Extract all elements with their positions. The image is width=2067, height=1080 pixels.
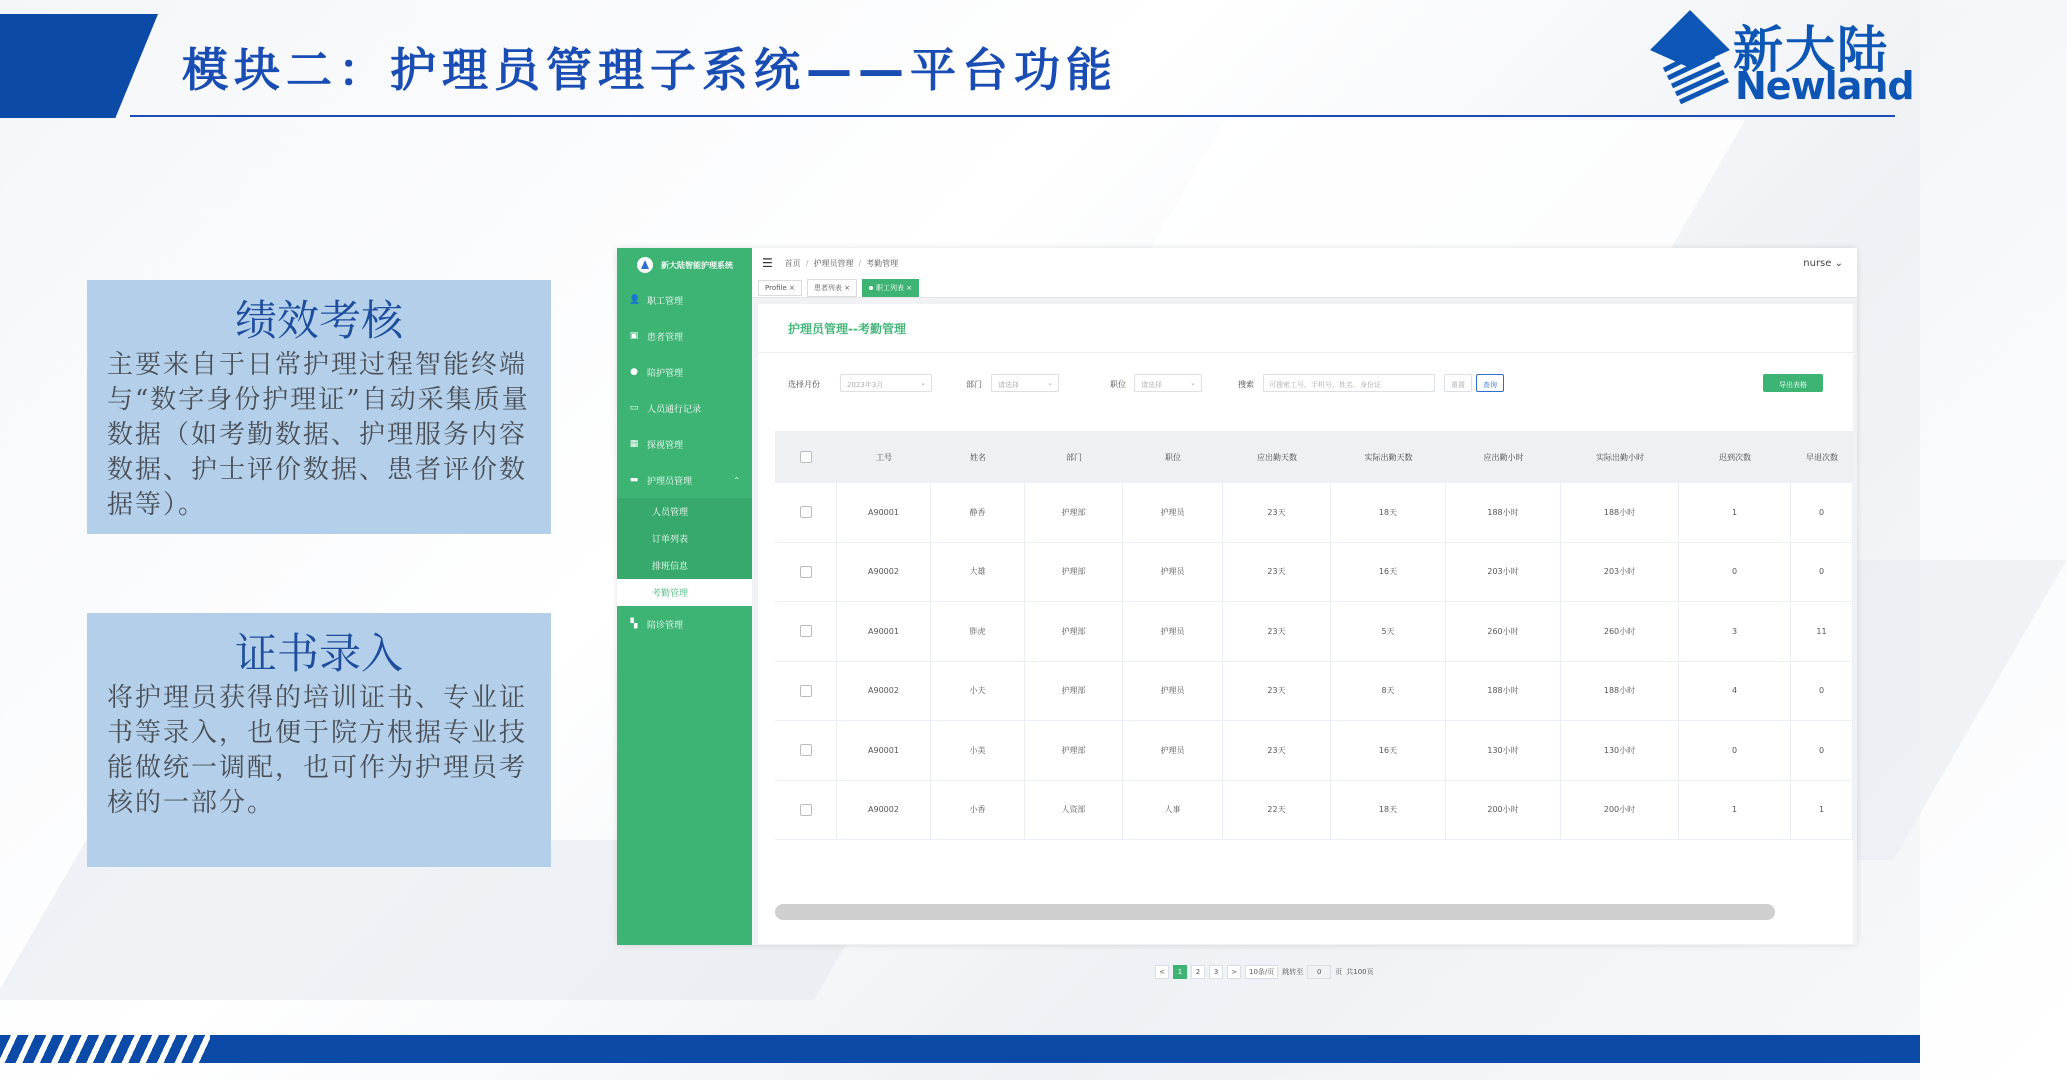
table-cell: 203小时 bbox=[1561, 543, 1679, 602]
tag-label: 患者列表 bbox=[813, 283, 842, 292]
header-checkbox-cell bbox=[775, 431, 837, 483]
card-body: 将护理员获得的培训证书、专业证书等录入，也便于院方根据专业技能做统一调配，也可作为护理员考核的一部分。 bbox=[107, 683, 528, 819]
table-cell: 200小时 bbox=[1446, 781, 1561, 840]
chevron-down-icon: ⌄ bbox=[920, 379, 926, 387]
header-cell: 应出勤小时 bbox=[1483, 452, 1524, 462]
export-button[interactable]: 导出表格 bbox=[1763, 374, 1823, 392]
horizontal-scrollbar[interactable] bbox=[775, 904, 1775, 920]
tag-label: Profile bbox=[765, 283, 787, 292]
table-cell: 16天 bbox=[1331, 543, 1446, 602]
sidebar-item-label: 职工管理 bbox=[647, 296, 684, 307]
table-cell: A90001 bbox=[837, 483, 931, 542]
row-checkbox-cell bbox=[775, 781, 837, 840]
chevron-up-icon[interactable]: ⌃ bbox=[733, 475, 740, 485]
table-cell: 0 bbox=[1791, 721, 1853, 780]
logo-chinese-text: 新大陆 bbox=[1733, 21, 1889, 79]
next-page-button[interactable]: > bbox=[1227, 965, 1241, 979]
table-cell: 人资部 bbox=[1025, 781, 1123, 840]
header-cell: 姓名 bbox=[970, 452, 986, 462]
table-cell: 11 bbox=[1791, 602, 1853, 661]
table-cell: 胖虎 bbox=[931, 602, 1025, 661]
header-cell: 早退次数 bbox=[1806, 452, 1838, 462]
card-title: 证书录入 bbox=[234, 629, 403, 678]
person-icon: ● bbox=[630, 367, 638, 377]
month-label: 选择月份 bbox=[788, 380, 820, 389]
newland-logo bbox=[1650, 8, 1914, 108]
table-cell: 静香 bbox=[931, 483, 1025, 542]
logo-english-text: Newland bbox=[1735, 64, 1914, 108]
table-cell: 1 bbox=[1679, 781, 1791, 840]
table-cell: 小夫 bbox=[931, 662, 1025, 721]
user-menu[interactable] bbox=[1803, 258, 1843, 269]
user-name: nurse bbox=[1803, 257, 1832, 269]
sidebar-item-escort[interactable] bbox=[617, 354, 752, 390]
divider bbox=[758, 352, 1853, 353]
sidebar-sub-orders[interactable]: 订单列表 bbox=[652, 535, 689, 545]
tag-label: 职工列表 bbox=[875, 283, 904, 292]
goto-page-input[interactable]: 0 bbox=[1307, 965, 1331, 979]
sidebar-item-access-records[interactable] bbox=[617, 390, 752, 426]
search-input[interactable]: 可搜索工号、手机号、姓名、身份证 bbox=[1263, 374, 1435, 392]
sidebar-item-patients[interactable] bbox=[617, 318, 752, 354]
row-checkbox[interactable] bbox=[800, 566, 812, 578]
certificate-card bbox=[87, 613, 551, 867]
sidebar-item-label: 人员通行记录 bbox=[647, 404, 702, 415]
table-row bbox=[775, 483, 1853, 543]
bed-icon: ▬ bbox=[629, 475, 639, 485]
folder-icon: ▭ bbox=[629, 403, 639, 413]
table-cell: 200小时 bbox=[1561, 781, 1679, 840]
row-checkbox[interactable] bbox=[800, 744, 812, 756]
breadcrumb-caregivers[interactable]: 护理员管理 bbox=[813, 258, 854, 268]
attendance-table bbox=[775, 431, 1853, 840]
table-cell: A90002 bbox=[837, 662, 931, 721]
table-cell: 护理员 bbox=[1123, 543, 1223, 602]
close-icon[interactable]: × bbox=[789, 283, 795, 292]
page-unit-label: 页 bbox=[1335, 968, 1343, 976]
header-cell: 工号 bbox=[876, 452, 892, 462]
table-cell: 1 bbox=[1679, 483, 1791, 542]
sidebar-submenu bbox=[617, 498, 752, 606]
table-cell: 小美 bbox=[931, 721, 1025, 780]
sidebar-item-label: 护理员管理 bbox=[647, 476, 693, 487]
bottom-stripes bbox=[0, 1035, 210, 1063]
table-body bbox=[775, 483, 1853, 840]
table-cell: A90002 bbox=[837, 543, 931, 602]
position-select[interactable] bbox=[1134, 374, 1202, 392]
table-cell: 23天 bbox=[1223, 602, 1331, 661]
tags-bar bbox=[752, 278, 1857, 298]
tag-profile[interactable] bbox=[758, 280, 802, 296]
sidebar-item-label: 患者管理 bbox=[647, 332, 684, 343]
table-row bbox=[775, 602, 1853, 662]
slide-title: 模块二：护理员管理子系统——平台功能 bbox=[182, 43, 1118, 97]
table-cell: 188小时 bbox=[1446, 662, 1561, 721]
table-cell: 0 bbox=[1679, 543, 1791, 602]
month-value: 2023年3月 bbox=[847, 381, 884, 389]
table-cell: 260小时 bbox=[1561, 602, 1679, 661]
sidebar-item-accompany[interactable] bbox=[617, 606, 752, 642]
close-icon[interactable]: × bbox=[906, 283, 913, 292]
table-row bbox=[775, 543, 1853, 603]
header-cell: 部门 bbox=[1066, 452, 1082, 462]
card-body: 主要来自于日常护理过程智能终端与“数字身份护理证”自动采集质量数据（如考勤数据、护理服务内容数据、护士评价数据、患者评价数据等）。 bbox=[107, 350, 530, 521]
query-button[interactable]: 查询 bbox=[1476, 374, 1504, 392]
table-cell: 5天 bbox=[1331, 602, 1446, 661]
page-title: 护理员管理--考勤管理 bbox=[788, 322, 906, 336]
breadcrumb-attendance: 考勤管理 bbox=[866, 258, 899, 268]
tag-staff-list[interactable] bbox=[862, 279, 919, 297]
tag-patient-list[interactable] bbox=[807, 279, 857, 297]
app-window bbox=[617, 248, 1857, 976]
title-divider bbox=[130, 115, 1895, 117]
active-dot-icon bbox=[869, 286, 873, 290]
dept-select[interactable] bbox=[991, 374, 1059, 392]
header-cell: 实际出勤小时 bbox=[1596, 452, 1644, 462]
table-cell: 188小时 bbox=[1446, 483, 1561, 542]
sidebar-item-staff[interactable] bbox=[617, 282, 752, 318]
card-title: 绩效考核 bbox=[234, 296, 403, 345]
table-cell: 人事 bbox=[1123, 781, 1223, 840]
page-size-select[interactable]: 10条/页 bbox=[1245, 965, 1278, 979]
breadcrumb-separator: / bbox=[805, 258, 809, 268]
row-checkbox[interactable] bbox=[800, 804, 812, 816]
pagination bbox=[1155, 964, 1374, 980]
table-cell: 0 bbox=[1791, 662, 1853, 721]
menu-toggle-icon[interactable]: ☰ bbox=[762, 256, 773, 270]
sidebar-sub-schedule[interactable]: 排班信息 bbox=[652, 562, 689, 572]
id-card-icon: ▣ bbox=[629, 331, 639, 341]
table-cell: A90001 bbox=[837, 602, 931, 661]
table-cell: 23天 bbox=[1223, 721, 1331, 780]
position-label: 职位 bbox=[1110, 380, 1126, 389]
sidebar-item-caregivers[interactable] bbox=[617, 462, 752, 498]
table-cell: 23天 bbox=[1223, 543, 1331, 602]
calendar-icon: ▦ bbox=[629, 439, 639, 449]
table-cell: A90001 bbox=[837, 721, 931, 780]
sidebar-item-label: 探视管理 bbox=[647, 440, 684, 451]
chevron-down-icon: ⌄ bbox=[1190, 379, 1196, 387]
table-cell: 护理部 bbox=[1025, 483, 1123, 542]
sidebar-sub-personnel[interactable]: 人员管理 bbox=[652, 508, 689, 518]
table-cell: 130小时 bbox=[1446, 721, 1561, 780]
page-button-3[interactable]: 3 bbox=[1209, 965, 1223, 979]
table-cell: 260小时 bbox=[1446, 602, 1561, 661]
header-cell: 迟到次数 bbox=[1719, 452, 1751, 462]
table-cell: 护理部 bbox=[1025, 721, 1123, 780]
row-checkbox-cell bbox=[775, 602, 837, 661]
row-checkbox[interactable] bbox=[800, 685, 812, 697]
table-cell: 4 bbox=[1679, 662, 1791, 721]
table-cell: 203小时 bbox=[1446, 543, 1561, 602]
table-cell: 8天 bbox=[1331, 662, 1446, 721]
sidebar-sub-attendance[interactable]: 考勤管理 bbox=[617, 579, 752, 606]
goto-label: 跳转至 bbox=[1282, 968, 1304, 976]
dept-placeholder: 请选择 bbox=[998, 381, 1019, 389]
system-logo-icon bbox=[637, 257, 653, 273]
content-panel bbox=[758, 304, 1853, 976]
sidebar-item-label: 陪护管理 bbox=[647, 368, 684, 379]
breadcrumb-separator: / bbox=[858, 258, 862, 268]
row-checkbox[interactable] bbox=[800, 506, 812, 518]
table-cell: 18天 bbox=[1331, 781, 1446, 840]
row-checkbox-cell bbox=[775, 483, 837, 542]
table-cell: 护理部 bbox=[1025, 662, 1123, 721]
system-name: 新大陆智能护理系统 bbox=[661, 260, 733, 270]
search-label: 搜索 bbox=[1238, 380, 1254, 389]
select-all-checkbox[interactable] bbox=[800, 451, 812, 463]
total-pages: 共100页 bbox=[1346, 968, 1374, 976]
topbar bbox=[752, 248, 1857, 278]
table-cell: 23天 bbox=[1223, 483, 1331, 542]
table-cell: 0 bbox=[1791, 483, 1853, 542]
page-button-2[interactable]: 2 bbox=[1191, 965, 1205, 979]
table-cell: 护理员 bbox=[1123, 483, 1223, 542]
table-row bbox=[775, 662, 1853, 722]
header-cell: 实际出勤天数 bbox=[1364, 452, 1413, 462]
table-cell: 护理员 bbox=[1123, 662, 1223, 721]
table-cell: A90002 bbox=[837, 781, 931, 840]
page-button-1[interactable]: 1 bbox=[1173, 965, 1187, 979]
month-select[interactable] bbox=[840, 374, 932, 392]
table-cell: 188小时 bbox=[1561, 662, 1679, 721]
title-accent-block bbox=[0, 14, 158, 118]
table-cell: 护理员 bbox=[1123, 602, 1223, 661]
table-cell: 大雄 bbox=[931, 543, 1025, 602]
sidebar-header[interactable] bbox=[617, 248, 752, 282]
row-checkbox[interactable] bbox=[800, 625, 812, 637]
table-cell: 0 bbox=[1791, 543, 1853, 602]
table-row bbox=[775, 781, 1853, 841]
sidebar bbox=[617, 248, 752, 945]
newland-logo-icon bbox=[1650, 10, 1740, 110]
table-cell: 188小时 bbox=[1561, 483, 1679, 542]
reset-button[interactable]: 重置 bbox=[1444, 374, 1472, 392]
chevron-down-icon: ⌄ bbox=[1834, 257, 1843, 269]
close-icon[interactable]: × bbox=[844, 283, 850, 292]
sidebar-item-label: 陪诊管理 bbox=[647, 620, 684, 631]
group-icon: ▚ bbox=[630, 619, 638, 629]
table-cell: 小香 bbox=[931, 781, 1025, 840]
table-row bbox=[775, 721, 1853, 781]
bottom-bar bbox=[0, 1035, 1920, 1063]
table-cell: 130小时 bbox=[1561, 721, 1679, 780]
main-area bbox=[752, 248, 1857, 976]
performance-card bbox=[87, 280, 551, 534]
table-header bbox=[775, 431, 1853, 483]
table-cell: 16天 bbox=[1331, 721, 1446, 780]
chevron-down-icon: ⌄ bbox=[1047, 379, 1053, 387]
row-checkbox-cell bbox=[775, 662, 837, 721]
breadcrumb-home[interactable]: 首页 bbox=[784, 258, 801, 268]
dept-label: 部门 bbox=[966, 380, 982, 389]
user-icon: 👤 bbox=[629, 295, 641, 305]
table-cell: 1 bbox=[1791, 781, 1853, 840]
filter-bar bbox=[788, 374, 1848, 394]
table-cell: 3 bbox=[1679, 602, 1791, 661]
table-cell: 18天 bbox=[1331, 483, 1446, 542]
row-checkbox-cell bbox=[775, 721, 837, 780]
sidebar-item-visits[interactable] bbox=[617, 426, 752, 462]
prev-page-button[interactable]: < bbox=[1155, 965, 1169, 979]
header-cell: 应出勤天数 bbox=[1257, 452, 1297, 462]
header-cell: 职位 bbox=[1165, 452, 1181, 462]
table-cell: 护理部 bbox=[1025, 602, 1123, 661]
position-placeholder: 请选择 bbox=[1141, 381, 1162, 389]
table-cell: 护理员 bbox=[1123, 721, 1223, 780]
table-cell: 0 bbox=[1679, 721, 1791, 780]
row-checkbox-cell bbox=[775, 543, 837, 602]
table-cell: 23天 bbox=[1223, 662, 1331, 721]
table-cell: 22天 bbox=[1223, 781, 1331, 840]
table-cell: 护理部 bbox=[1025, 543, 1123, 602]
